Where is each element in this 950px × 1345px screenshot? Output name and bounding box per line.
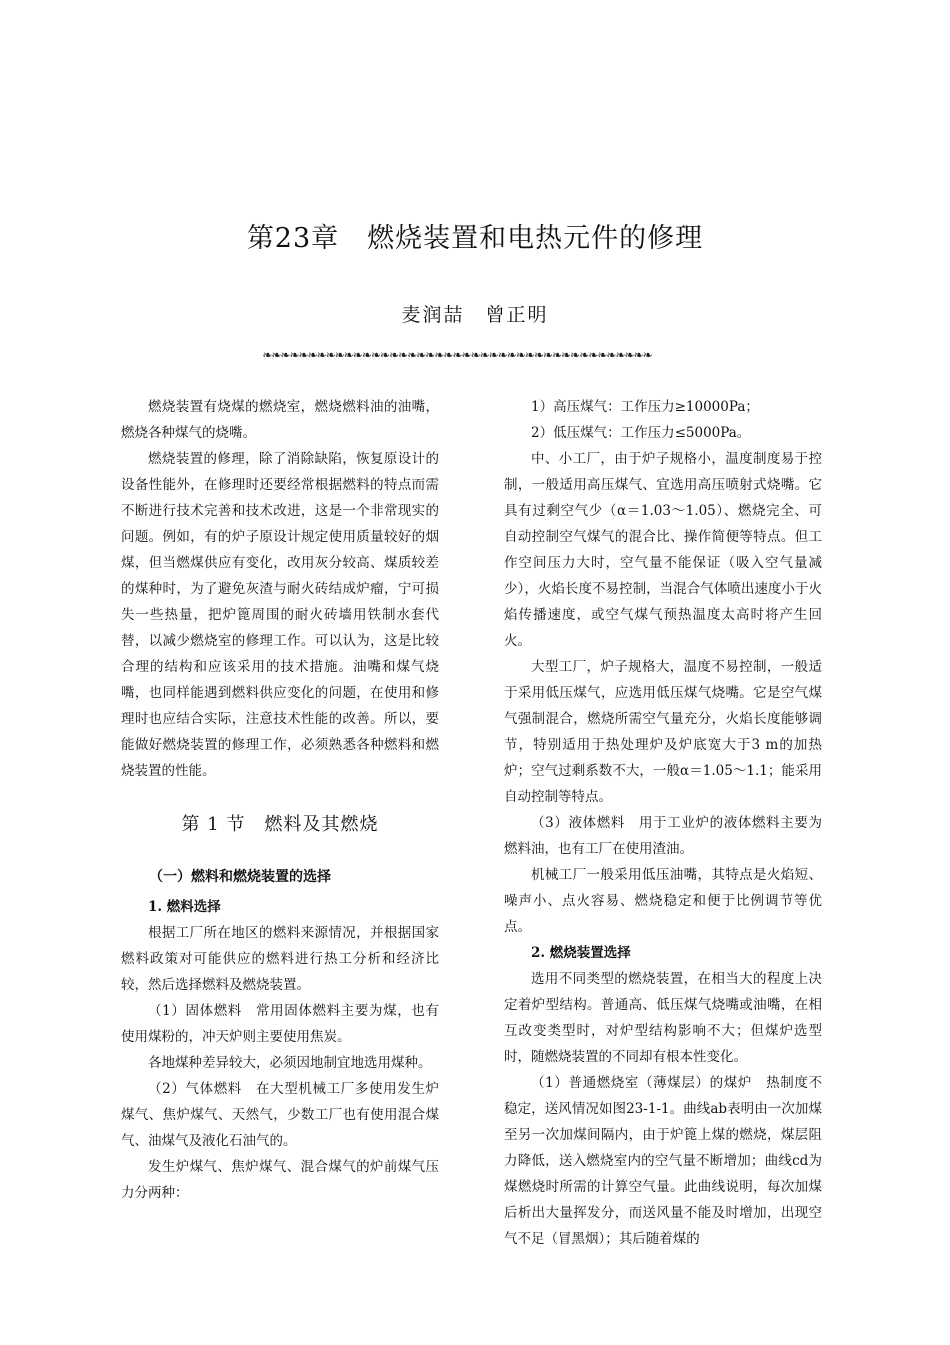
paragraph: 根据工厂所在地区的燃料来源情况，并根据国家燃料政策对可能供应的燃料进行热工分析和经济比较，然后选择燃料及燃烧装置。: [121, 925, 439, 993]
paragraph: 燃烧装置的修理，除了消除缺陷，恢复原设计的设备性能外，在修理时还要经常根据燃料的特点而需不断进行技术完善和技术改进，这是一个非常现实的问题。例如，有的炉子原设计规定使用质量较好的烟煤，但当燃煤供应有变化，改用灰分较高、煤质较差的煤种时，为了避免灰渣与耐火砖结成炉瘤，宁可损失一些热量，把炉篦周围的耐火砖墙用铁制水套代替，以减少燃烧室的修理工作。可以认为，这是比较合理的结构和应该采用的技术措施。油嘴和煤气烧嘴，也同样能遇到燃料供应变化的问题，在使用和修理时也应结合实际，注意技术性能的改善。所以，要能做好燃烧装置的修理工作，必须熟悉各种燃料和燃烧装置的性能。: [121, 451, 439, 779]
right-column: [504, 394, 822, 1252]
authors: 麦润喆 曾正明: [401, 304, 549, 326]
section-title: 第 1 节 燃料及其燃烧: [181, 814, 379, 835]
paragraph: 机械工厂一般采用低压油嘴，其特点是火焰短、噪声小、点火容易、燃烧稳定和便于比例调节等优点。: [504, 867, 822, 935]
subsection-title: （一）燃料和燃烧装置的选择: [149, 869, 331, 885]
heading: 2. 燃烧装置选择: [531, 945, 631, 961]
left-column: [121, 394, 439, 1206]
list-item: 2）低压煤气：工作压力≤5000Pa。: [531, 425, 751, 441]
ornament-divider: ❧❧❧❧❧❧❧❧❧❧❧❧❧❧❧❧❧❧❧❧❧❧❧❧❧❧❧❧❧❧❧❧❧❧❧❧❧❧❧❧❧❧❧: [262, 349, 652, 361]
paragraph: 中、小工厂，由于炉子规格小，温度制度易于控制，一般适用高压煤气、宜选用高压喷射式烧嘴。它具有过剩空气少（α＝1.03～1.05）、燃烧完全、可自动控制空气煤气的混合比、操作简便等特点。但工作空间压力大时，空气量不能保证（吸入空气量减少），火焰长度不易控制，当混合气体喷出速度小于火焰传播速度，或空气煤气预热温度太高时将产生回火。: [504, 451, 822, 649]
paragraph: 大型工厂，炉子规格大，温度不易控制，一般适于采用低压煤气，应选用低压煤气烧嘴。它是空气煤气强制混合，燃烧所需空气量充分，火焰长度能够调节，特别适用于热处理炉及炉底宽大于3 m的加热炉；空气过剩系数不大，一般α＝1.05～1.1；能采用自动控制等特点。: [504, 659, 822, 805]
heading: 1. 燃料选择: [148, 899, 221, 915]
paragraph: （1）固体燃料 常用固体燃料主要为煤，也有使用煤粉的，冲天炉则主要使用焦炭。: [121, 1003, 439, 1045]
paragraph: 选用不同类型的燃烧装置，在相当大的程度上决定着炉型结构。普通高、低压煤气烧嘴或油嘴，在相互改变类型时，对炉型结构影响不大；但煤炉选型时，随燃烧装置的不同却有根本性变化。: [504, 971, 822, 1065]
paragraph: （1）普通燃烧室（薄煤层）的煤炉 热制度不稳定，送风情况如图23-1-1。曲线ab表明由一次加煤至另一次加煤间隔内，由于炉篦上煤的燃烧，煤层阻力降低，送入燃烧室内的空气量不断增加；曲线cd为煤燃烧时所需的计算空气量。此曲线说明，每次加煤后析出大量挥发分，而送风量不能及时增加，出现空气不足（冒黑烟）；其后随着煤的: [504, 1075, 822, 1247]
paragraph: （3）液体燃料 用于工业炉的液体燃料主要为燃料油，也有工厂在使用渣油。: [504, 815, 822, 857]
paragraph: 发生炉煤气、焦炉煤气、混合煤气的炉前煤气压力分两种：: [121, 1159, 439, 1201]
paragraph: 各地煤种差异较大，必须因地制宜地选用煤种。: [148, 1055, 432, 1071]
list-item: 1）高压煤气：工作压力≥10000Pa；: [531, 399, 759, 415]
chapter-title: 第23章 燃烧装置和电热元件的修理: [246, 223, 704, 254]
paragraph: 燃烧装置有烧煤的燃烧室，燃烧燃料油的油嘴，燃烧各种煤气的烧嘴。: [121, 399, 439, 441]
paragraph: （2）气体燃料 在大型机械工厂多使用发生炉煤气、焦炉煤气、天然气，少数工厂也有使用混合煤气、油煤气及液化石油气的。: [121, 1081, 439, 1149]
